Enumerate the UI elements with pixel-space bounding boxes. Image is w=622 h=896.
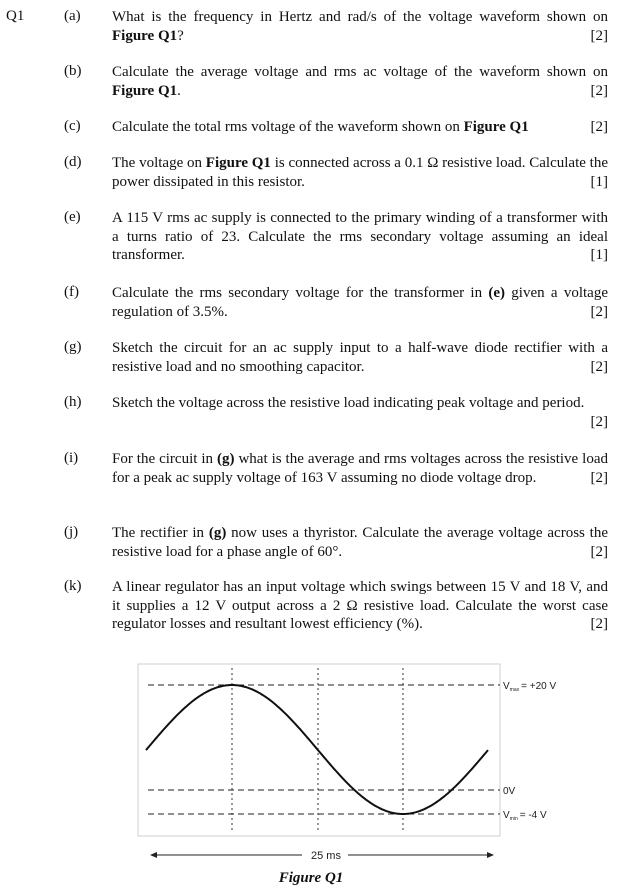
part-text: Sketch the voltage across the resistive load indicating peak voltage and period. [2] xyxy=(112,395,608,430)
part-label: (e) xyxy=(64,209,81,225)
marks: [2] xyxy=(590,413,608,430)
marks: [2] xyxy=(590,616,608,632)
part-label: (b) xyxy=(64,63,82,79)
figure-caption: Figure Q1 xyxy=(278,870,344,886)
marks: [2] xyxy=(590,469,608,486)
part-label: (f) xyxy=(64,284,79,300)
part-label: (d) xyxy=(64,154,82,170)
zero-label: 0V xyxy=(503,786,516,797)
vmax-label: $V_{max} = +20$ V xyxy=(503,681,557,693)
part-text: Calculate the average voltage and rms ac voltage of the waveform shown on Figure Q1. [2] xyxy=(112,64,608,99)
part-text: A 115 V rms ac supply is connected to the primary winding of a transformer with a turns ratio of 23. Calculate the rms secondary voltage assuming an ideal transformer. [1] xyxy=(112,210,608,263)
period-label: 25 ms xyxy=(311,850,341,862)
part-text: What is the frequency in Hertz and rad/s of the voltage waveform shown on Figure Q1? [2] xyxy=(112,9,608,44)
part-label: (a) xyxy=(64,8,81,24)
part-label: (g) xyxy=(64,339,82,355)
part-text: Sketch the circuit for an ac supply input to a half-wave diode rectifier with a resistive load and no smoothing capacitor. [2] xyxy=(112,340,608,375)
marks: [2] xyxy=(590,82,608,99)
marks: [1] xyxy=(590,173,608,190)
part-label: (j) xyxy=(64,524,79,540)
marks: [2] xyxy=(590,358,608,375)
part-text: A linear regulator has an input voltage which swings between 15 V and 18 V, and it supplies a 12 V output across a 2 Ω resistive load. Calculate the worst case regulator losses and resultant lowest efficiency (%). [2] xyxy=(112,579,608,632)
period-arrow-left-head xyxy=(150,852,157,858)
part-text: The rectifier in (g) now uses a thyristor. Calculate the average voltage across the resistive load for a phase angle of 60°. [2] xyxy=(112,525,608,560)
part-label: (i) xyxy=(64,450,79,466)
marks: [2] xyxy=(590,119,608,135)
vmin-label: $V_{min} = -4$ V xyxy=(503,810,547,822)
sine-waveform xyxy=(146,685,488,814)
part-label: (c) xyxy=(64,118,81,134)
marks: [1] xyxy=(590,247,608,263)
marks: [2] xyxy=(590,543,608,560)
part-text: Calculate the rms secondary voltage for the transformer in (e) given a voltage regulation of 3.5%. [2] xyxy=(112,285,608,320)
part-label: (k) xyxy=(64,578,82,594)
marks: [2] xyxy=(590,27,608,44)
part-text: For the circuit in (g) what is the average and rms voltages across the resistive load for a peak ac supply voltage of 163 V assuming no diode voltage drop. [2] xyxy=(112,451,608,486)
part-text: The voltage on Figure Q1 is connected across a 0.1 Ω resistive load. Calculate the power dissipated in this resistor. [1] xyxy=(112,155,608,190)
question-number: Q1 xyxy=(6,8,25,24)
period-arrow-right-head xyxy=(487,852,494,858)
part-label: (h) xyxy=(64,394,82,410)
part-text: Calculate the total rms voltage of the waveform shown on Figure Q1 [2] xyxy=(112,119,608,135)
marks: [2] xyxy=(590,303,608,320)
